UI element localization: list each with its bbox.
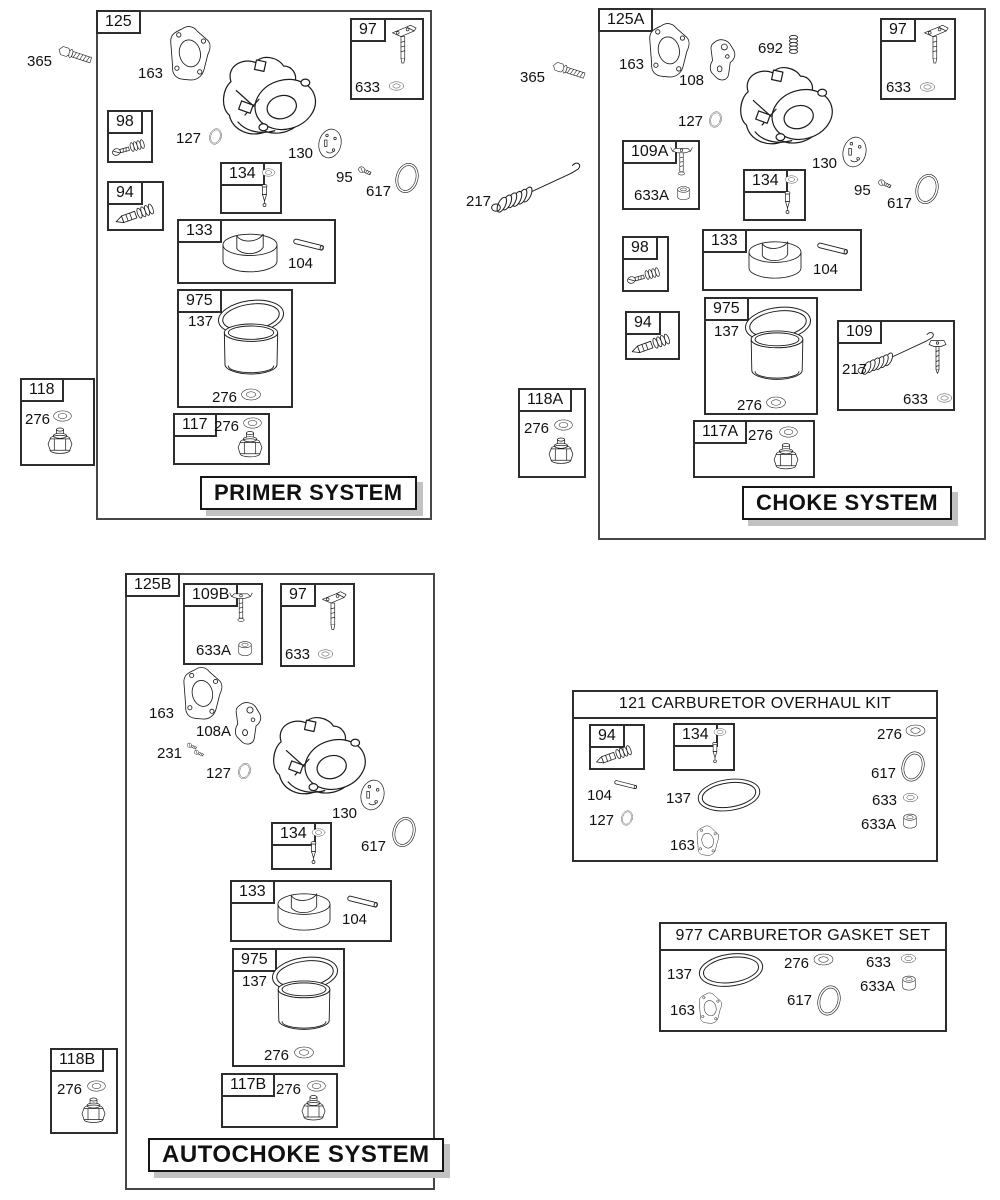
box-tab: 134 xyxy=(673,723,718,747)
washer-icon xyxy=(240,387,262,402)
bushing-cup-icon xyxy=(675,185,692,202)
box-tab: 134 xyxy=(743,169,788,193)
part-label-washer: 276 xyxy=(877,726,903,743)
part-label-oring-small: 127 xyxy=(589,812,615,829)
small-spring-icon xyxy=(787,33,800,57)
oring-icon xyxy=(620,809,634,827)
screw-icon xyxy=(192,748,206,760)
part-label-hinge-pin: 104 xyxy=(342,911,368,928)
box-tab: 975 xyxy=(232,948,277,972)
box-tab: 118 xyxy=(20,378,64,402)
oring-icon xyxy=(237,761,252,781)
seal-washer-icon xyxy=(936,392,953,404)
part-label-hinge-pin: 104 xyxy=(813,261,839,278)
large-oring-icon xyxy=(393,158,421,198)
box-tab: 133 xyxy=(702,229,747,253)
washer-icon xyxy=(778,425,799,439)
hinge-pin-icon xyxy=(290,236,328,254)
box-tab: 975 xyxy=(177,289,222,313)
washer-icon xyxy=(242,416,263,430)
screw-icon xyxy=(876,177,894,193)
part-label-kit-screw: 633 xyxy=(903,391,929,408)
choke-shaft-icon xyxy=(228,588,254,632)
part-label-seal: 633 xyxy=(866,954,892,971)
screw-icon xyxy=(356,164,374,180)
part-label-gasket: 163 xyxy=(670,837,696,854)
gasket-icon xyxy=(697,992,724,1025)
part-label-choke-spring: 217 xyxy=(466,193,492,210)
box-tab: 109B xyxy=(183,583,238,607)
box-tab: 97 xyxy=(350,18,386,42)
part-label-hinge-pin: 104 xyxy=(587,787,613,804)
part-label-bushing: 633A xyxy=(196,642,232,659)
box-tab: 134 xyxy=(220,162,265,186)
throttle-shaft-icon xyxy=(313,589,348,637)
washer-icon xyxy=(52,409,73,423)
washer-icon xyxy=(904,723,927,738)
carburetor-body-icon xyxy=(722,62,844,160)
bushing-cup-icon xyxy=(900,974,918,993)
box-tab: 94 xyxy=(589,724,625,748)
needle-valve-spring-icon xyxy=(111,197,161,227)
part-label-hinge-pin: 104 xyxy=(288,255,314,272)
part-label-bushing: 633A xyxy=(860,978,896,995)
float-icon xyxy=(738,234,812,286)
washer-icon xyxy=(784,174,799,185)
part-label-gasket: 163 xyxy=(619,56,645,73)
washer-icon xyxy=(311,827,326,838)
box-tab: 109 xyxy=(837,320,882,344)
box-tab: 118A xyxy=(518,388,572,412)
part-label-oring-small: 127 xyxy=(176,130,202,147)
washer-icon xyxy=(713,727,727,737)
part-label-link-plate: 108 xyxy=(679,72,705,89)
choke-spring-icon xyxy=(488,158,584,215)
part-label-bowl-washer: 276 xyxy=(264,1047,290,1064)
part-label-nut-washer: 276 xyxy=(748,427,774,444)
seal-washer-icon xyxy=(900,952,917,965)
float-icon xyxy=(212,226,288,280)
washer-icon xyxy=(86,1079,107,1093)
box-tab: 117A xyxy=(693,420,747,444)
washer-icon xyxy=(765,395,787,410)
part-label-screws: 231 xyxy=(157,745,183,762)
part-label-oring-large: 617 xyxy=(366,183,392,200)
bolt-icon xyxy=(547,60,589,89)
float-icon xyxy=(266,886,342,938)
choke-spring-icon xyxy=(855,328,937,377)
box-tab: 97 xyxy=(280,583,316,607)
box-tab: 975 xyxy=(704,297,749,321)
box-tab: 94 xyxy=(625,311,661,335)
throttle-plate-icon xyxy=(358,774,387,816)
large-oring-icon xyxy=(899,747,927,786)
bowl-gasket-icon xyxy=(694,773,764,817)
idle-screw-spring-icon xyxy=(624,259,666,287)
fuel-bowl-icon xyxy=(271,979,337,1041)
part-label-oring-large: 617 xyxy=(887,195,913,212)
choke-box-tab: 125A xyxy=(598,8,653,32)
part-label-plate-screw: 95 xyxy=(854,182,871,199)
stop-screw-icon xyxy=(926,336,949,382)
part-label-gasket: 163 xyxy=(670,1002,696,1019)
part-label-oring-large: 617 xyxy=(787,992,813,1009)
fuel-bowl-icon xyxy=(744,329,810,391)
bowl-nut-icon xyxy=(46,427,74,458)
part-label-throttle-plate: 130 xyxy=(332,805,358,822)
throttle-shaft-icon xyxy=(383,23,418,70)
washer-icon xyxy=(293,1045,315,1060)
autochoke-system-banner: AUTOCHOKE SYSTEM xyxy=(148,1138,444,1172)
hinge-pin-icon xyxy=(814,240,852,258)
fuel-bowl-icon xyxy=(217,322,285,386)
inlet-needle-icon xyxy=(709,739,721,767)
large-oring-icon xyxy=(815,981,843,1020)
seal-washer-icon xyxy=(388,80,405,92)
part-label-gasket: 163 xyxy=(149,705,175,722)
overhaul-kit-title: 121 CARBURETOR OVERHAUL KIT xyxy=(574,692,936,719)
part-label-oring-large: 617 xyxy=(871,765,897,782)
box-tab: 98 xyxy=(622,236,658,260)
part-label-link-plate: 108A xyxy=(196,723,232,740)
box-tab: 117B xyxy=(221,1073,275,1097)
part-label-kit-washer: 276 xyxy=(524,420,550,437)
gasket-set-title: 977 CARBURETOR GASKET SET xyxy=(661,924,945,951)
part-label-plate-screw: 95 xyxy=(336,169,353,186)
part-label-bowl-oring: 137 xyxy=(714,323,740,340)
part-label-bushing: 633A xyxy=(634,187,670,204)
part-label-bowl-oring: 137 xyxy=(666,790,692,807)
bowl-nut-icon xyxy=(236,431,264,461)
bowl-gasket-icon xyxy=(695,948,767,992)
part-label-bushing: 633A xyxy=(861,816,897,833)
box-tab: 98 xyxy=(107,110,143,134)
bowl-nut-icon xyxy=(300,1095,327,1124)
part-label-washer: 276 xyxy=(784,955,810,972)
box-tab: 109A xyxy=(622,140,677,164)
part-label-oring-small: 127 xyxy=(678,113,704,130)
throttle-shaft-icon xyxy=(915,23,950,70)
idle-screw-spring-icon xyxy=(109,131,151,159)
throttle-plate-icon xyxy=(316,126,344,161)
bowl-nut-icon xyxy=(772,443,800,473)
gasket-icon xyxy=(695,825,721,857)
part-label-kit-washer: 276 xyxy=(57,1081,83,1098)
part-label-bowl-oring: 137 xyxy=(242,973,268,990)
part-label-throttle-plate: 130 xyxy=(812,155,838,172)
part-label-bowl-washer: 276 xyxy=(737,397,763,414)
oring-icon xyxy=(708,110,723,129)
part-label-shaft-washer: 633 xyxy=(285,646,311,663)
part-label-throttle-plate: 130 xyxy=(288,145,314,162)
washer-icon xyxy=(553,418,574,432)
part-label-bowl-oring: 137 xyxy=(188,313,214,330)
part-label-shaft-washer: 633 xyxy=(355,79,381,96)
box-tab: 97 xyxy=(880,18,916,42)
bushing-cup-icon xyxy=(236,640,254,658)
part-label-oring-small: 127 xyxy=(206,765,232,782)
box-tab: 94 xyxy=(107,181,143,205)
large-oring-icon xyxy=(913,169,941,209)
box-tab: 134 xyxy=(271,822,316,846)
inlet-needle-icon xyxy=(781,189,794,217)
part-label-gasket: 163 xyxy=(138,65,164,82)
gasket-icon xyxy=(180,666,226,722)
needle-valve-spring-icon xyxy=(627,327,677,357)
inlet-needle-icon xyxy=(307,840,320,866)
part-label-kit-spring: 217 xyxy=(842,361,868,378)
part-label-shaft-washer: 633 xyxy=(886,79,912,96)
large-oring-icon xyxy=(390,811,418,853)
seal-washer-icon xyxy=(919,81,936,93)
part-label-nut-washer: 276 xyxy=(214,418,240,435)
box-tab: 133 xyxy=(177,219,222,243)
bowl-nut-icon xyxy=(547,437,575,468)
autochoke-box-tab: 125B xyxy=(125,573,180,597)
primer-system-banner: PRIMER SYSTEM xyxy=(200,476,417,510)
part-label-nut-washer: 276 xyxy=(276,1081,302,1098)
hinge-pin-icon xyxy=(344,893,382,911)
box-tab: 118B xyxy=(50,1048,104,1072)
choke-shaft-icon xyxy=(669,143,694,185)
part-label-small-spring: 692 xyxy=(758,40,784,57)
box-tab: 133 xyxy=(230,880,275,904)
oring-icon xyxy=(208,127,223,146)
throttle-plate-icon xyxy=(840,133,869,171)
part-label-seal: 633 xyxy=(872,792,898,809)
bolt-icon xyxy=(52,44,96,74)
seal-washer-icon xyxy=(902,791,919,804)
part-label-mounting-bolt: 365 xyxy=(27,53,53,70)
washer-icon xyxy=(261,167,276,178)
primer-box-tab: 125 xyxy=(96,10,141,34)
inlet-needle-icon xyxy=(258,182,271,210)
part-label-bowl-oring: 137 xyxy=(667,966,693,983)
choke-system-banner: CHOKE SYSTEM xyxy=(742,486,952,520)
seal-washer-icon xyxy=(317,648,334,660)
part-label-mounting-bolt: 365 xyxy=(520,69,546,86)
bushing-cup-icon xyxy=(901,812,919,831)
part-label-kit-washer: 276 xyxy=(25,411,51,428)
washer-icon xyxy=(812,952,835,967)
needle-valve-spring-icon xyxy=(591,739,639,767)
bowl-nut-icon xyxy=(80,1097,107,1127)
part-label-oring-large: 617 xyxy=(361,838,387,855)
box-tab: 117 xyxy=(173,413,217,437)
washer-icon xyxy=(306,1079,327,1093)
part-label-bowl-washer: 276 xyxy=(212,389,238,406)
hinge-pin-icon xyxy=(612,777,640,793)
